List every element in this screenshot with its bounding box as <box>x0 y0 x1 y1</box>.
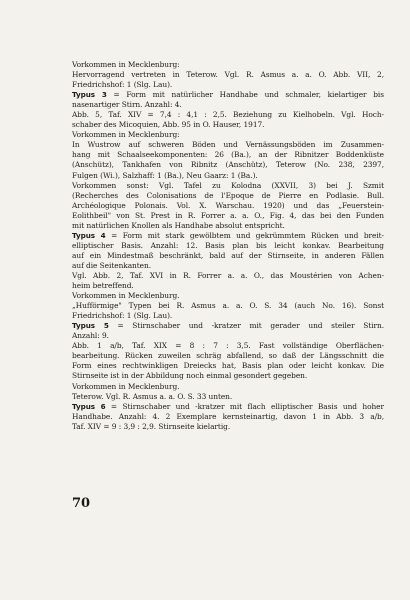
page-body-text <box>72 60 384 432</box>
line-text: auf ein Mindestmaß beschränkt, bald auf der Stirnseite, in anderen Fällen <box>72 250 384 260</box>
text-line <box>72 201 384 211</box>
typus-label: Typus 5 <box>72 321 109 331</box>
line-text: Friedrichshof: 1 (Slg. Lau). <box>72 311 173 321</box>
line-text: Abb. 1 a/b, Taf. XIX = 8 : 7 : 3,5. Fast vollständige Oberflächen- <box>72 341 384 351</box>
line-text: Vorkommen sonst: Vgl. Tafel zu Kolodna (XXVII, 3) bei J. Szmit <box>72 180 384 190</box>
line-text: Vgl. Abb. 2, Taf. XVI in R. Forrer a. a. O., das Moustérien von Achen- <box>72 270 384 280</box>
text-line <box>72 191 384 201</box>
line-text: Hervorragend vertreten in Teterow. Vgl. R. Asmus a. a. O. Abb. VII, 2, <box>72 70 384 80</box>
text-line <box>72 120 384 130</box>
line-text: = Stirnschaber und -kratzer mit flach elliptischer Basis und hoher <box>105 401 384 411</box>
line-text: Teterow. Vgl. R. Asmus a. a. O. S. 33 unten. <box>72 391 233 401</box>
text-line <box>72 281 384 291</box>
line-text: heim betreffend. <box>72 281 134 291</box>
text-line <box>72 382 384 392</box>
text-line <box>72 160 384 170</box>
line-text: schaber des Micoquien, Abb. 95 in O. Hauser, 1917. <box>72 120 265 130</box>
text-line <box>72 251 384 261</box>
text-line <box>72 130 384 140</box>
text-line <box>72 331 384 341</box>
line-text: = Form mit stark gewölbtem und gekrümmtem Rücken und breit- <box>105 230 384 240</box>
text-line <box>72 70 384 80</box>
typus-heading-line <box>72 90 384 100</box>
typus-heading-line <box>72 231 384 241</box>
page-number: 70 <box>72 496 91 511</box>
text-line <box>72 100 384 110</box>
line-text: Friedrichshof: 1 (Slg. Lau). <box>72 80 173 90</box>
text-line <box>72 341 384 351</box>
text-line <box>72 261 384 271</box>
text-line <box>72 181 384 191</box>
line-text: elliptischer Basis. Anzahl: 12. Basis plan bis leicht konkav. Bearbeitung <box>72 240 384 250</box>
line-text: Taf. XIV = 9 : 3,9 : 2,9. Stirnseite kielartig. <box>72 421 231 431</box>
line-text: Handhabe. Anzahl: 4. 2 Exemplare kernsteinartig, davon 1 in Abb. 3 a/b, <box>72 411 384 421</box>
typus-label: Typus 4 <box>72 230 106 240</box>
line-text: Abb. 5, Taf. XIV = 7,4 : 4,1 : 2,5. Beziehung zu Kielhobeln. Vgl. Hoch- <box>72 110 384 120</box>
text-line <box>72 140 384 150</box>
text-line <box>72 392 384 402</box>
text-line <box>72 150 384 160</box>
typus-heading-line <box>72 321 384 331</box>
line-text: Stirnseite ist in der Abbildung noch einmal gesondert gegeben. <box>72 371 308 381</box>
line-text: bearbeitung. Rücken zuweilen schräg abfallend, so daß der Längsschnitt die <box>72 351 384 361</box>
line-text: Anzahl: 9. <box>72 331 109 341</box>
text-line <box>72 211 384 221</box>
line-text: = Form mit natürlicher Handhabe und schmaler, kielartiger bis <box>106 90 384 100</box>
line-text: Vorkommen in Mecklenburg: <box>72 60 180 69</box>
line-text: mit natürlichen Knollen als Handhabe absolut entspricht. <box>72 220 285 230</box>
typus-label: Typus 3 <box>72 90 107 100</box>
line-text: Fulgen (Wi.), Salzhaff: 1 (Ba.), Neu Gaarz: 1 (Ba.). <box>72 170 258 180</box>
line-text: Form eines rechtwinkligen Dreiecks hat, Basis plan oder leicht konkav. Die <box>72 361 384 371</box>
text-line <box>72 60 384 70</box>
line-text: auf die Seitenkanten. <box>72 260 152 270</box>
text-line <box>72 171 384 181</box>
line-text: „Hufförmige" Typen bei R. Asmus a. a. O. S. 34 (auch No. 16). Sonst <box>72 301 384 311</box>
text-line <box>72 80 384 90</box>
line-text: Vorkommen in Mecklenburg: <box>72 130 180 140</box>
line-text: Archéologique Polonais. Vol. X. Warschau. 1920) und das „Feuerstein- <box>72 200 384 210</box>
text-line <box>72 412 384 422</box>
text-line <box>72 361 384 371</box>
line-text: Eolithbeil" von St. Prest in R. Forrer a. a. O., Fig. 4, das bei den Funden <box>72 210 384 220</box>
line-text: In Wustrow auf schweren Böden und Vernässungsböden im Zusammen- <box>72 140 384 150</box>
line-text: = Stirnschaber und -kratzer mit gerader und steiler Stirn. <box>108 321 384 331</box>
typus-heading-line <box>72 402 384 412</box>
text-line <box>72 311 384 321</box>
text-line <box>72 351 384 361</box>
line-text: (Anschütz), Tankhafen von Ribnitz (Anschütz), Teterow (No. 238, 2397, <box>72 160 384 170</box>
line-text: Vorkommen in Mecklenburg. <box>72 381 180 391</box>
line-text: (Recherches des Colonisations de l'Epoque de Pierre en Podlasie. Bull. <box>72 190 384 200</box>
text-line <box>72 291 384 301</box>
line-text: hang mit Schaalseekomponenten: 26 (Ba.), an der Ribnitzer Boddenküste <box>72 150 384 160</box>
line-text: Vorkommen in Mecklenburg. <box>72 291 180 301</box>
typus-label: Typus 6 <box>72 401 106 411</box>
text-line <box>72 271 384 281</box>
text-line <box>72 301 384 311</box>
text-line <box>72 110 384 120</box>
line-text: nasenartiger Stirn. Anzahl: 4. <box>72 100 182 110</box>
text-line <box>72 221 384 231</box>
text-line <box>72 422 384 432</box>
text-line <box>72 241 384 251</box>
text-line <box>72 371 384 381</box>
